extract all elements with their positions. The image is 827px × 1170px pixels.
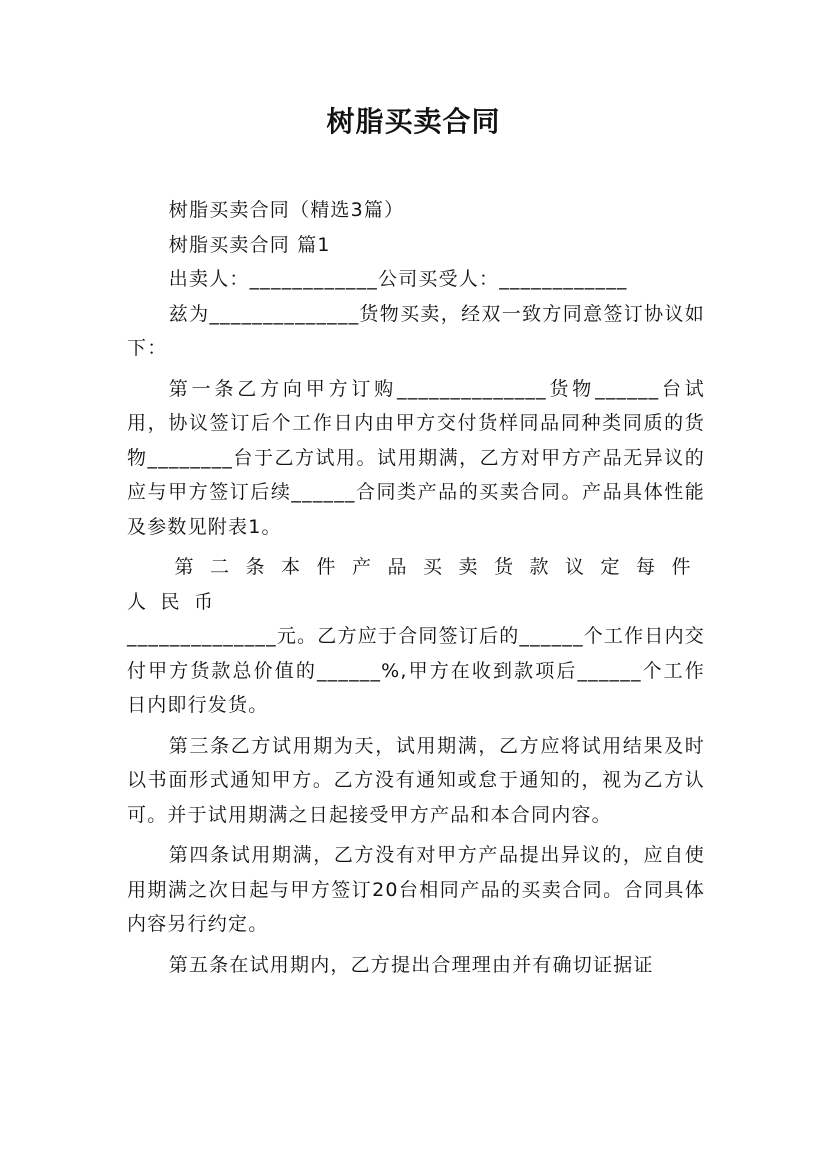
article-5-paragraph: 第五条在试用期内，乙方提出合理理由并有确切证据证	[168, 953, 654, 976]
section-heading: 树脂买卖合同 篇1	[168, 233, 331, 256]
document-body	[127, 193, 705, 982]
article-1-paragraph: 第一条乙方向甲方订购______________货物______台试用，协议签订后个工作日内由甲方交付货样同品同种类同质的货物________台于乙方试用。试用期满，乙方对甲方产品无异议的应与甲方签订后续______合同类产品的买卖合同。产品具体性能及参数见附表1。	[127, 377, 705, 538]
document-title: 树脂买卖合同	[326, 105, 501, 138]
parties-line: 出卖人：____________公司买受人：____________	[168, 268, 628, 290]
subtitle-paragraph: 树脂买卖合同（精选3篇）	[168, 199, 405, 221]
article-3-paragraph: 第三条乙方试用期为天，试用期满，乙方应将试用结果及时以书面形式通知甲方。乙方没有通知或怠于通知的，视为乙方认可。并于试用期满之日起接受甲方产品和本合同内容。	[127, 734, 705, 826]
article-2-continued: ______________元。乙方应于合同签订后的______个工作日内交付甲方货款总价值的______%,甲方在收到款项后______个工作日内即行发货。	[127, 625, 705, 716]
article-2-paragraph: 第二条本件产品买卖货款议定每件人民币	[127, 556, 705, 613]
intro-paragraph: 兹为______________货物买卖，经双一致方同意签订协议如下：	[127, 302, 705, 359]
article-4-paragraph: 第四条试用期满，乙方没有对甲方产品提出异议的，应自使用期满之次日起与甲方签订20台相同产品的买卖合同。合同具体内容另行约定。	[127, 844, 705, 935]
